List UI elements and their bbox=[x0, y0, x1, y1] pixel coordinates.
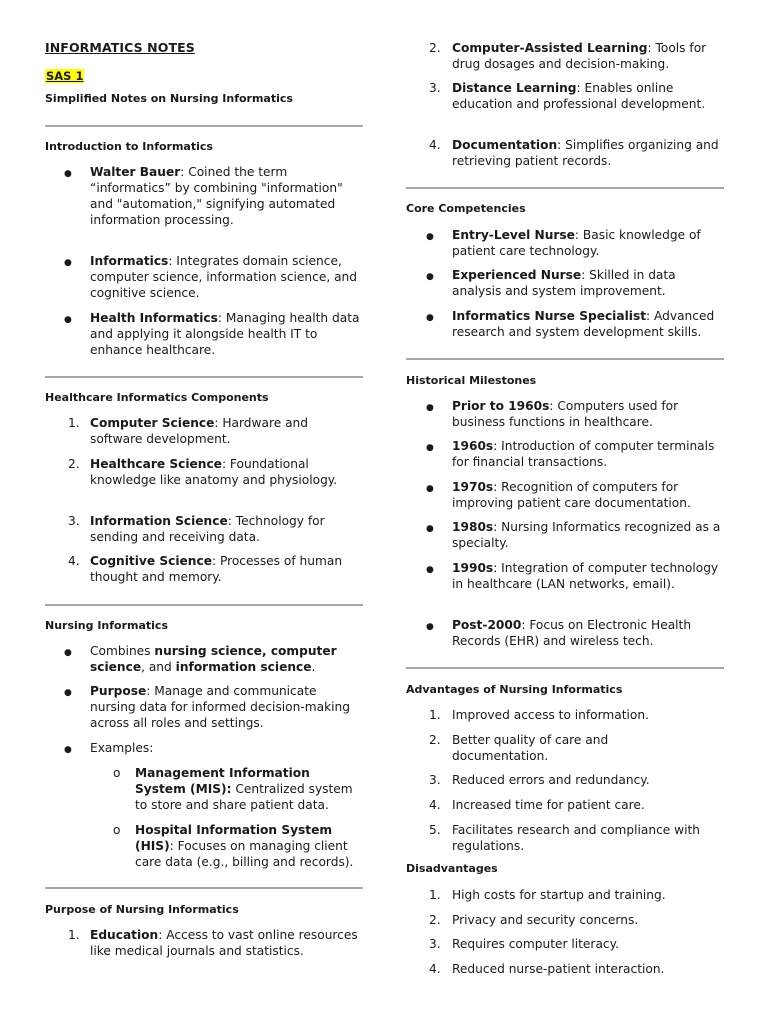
list-item-term: Informatics bbox=[90, 254, 169, 268]
bullet-icon: ● bbox=[426, 622, 434, 632]
list-item-text: : Managing health data and applying it alongside health IT to enhance healthcare. bbox=[90, 311, 360, 357]
section-heading-nursing: Nursing Informatics bbox=[45, 619, 168, 632]
list-number: 5. bbox=[429, 823, 441, 837]
list-number: 2. bbox=[68, 457, 80, 471]
list-item-term: Computer Science bbox=[90, 416, 215, 430]
list-item-text: : Technology for sending and receiving data. bbox=[90, 514, 325, 544]
section-divider bbox=[45, 376, 363, 378]
list-number: 4. bbox=[429, 138, 441, 152]
bullet-icon: ● bbox=[426, 272, 434, 282]
section-heading-introduction: Introduction to Informatics bbox=[45, 140, 213, 153]
bullet-icon: ● bbox=[64, 258, 72, 268]
list-item-term: Entry-Level Nurse bbox=[452, 228, 575, 242]
section-divider bbox=[406, 667, 724, 669]
list-item-text: : Hardware and software development. bbox=[90, 416, 309, 446]
sub-list-item bbox=[135, 822, 363, 870]
section-divider bbox=[45, 125, 363, 127]
list-item bbox=[452, 137, 724, 169]
list-item bbox=[452, 308, 724, 340]
bullet-icon: ● bbox=[426, 232, 434, 242]
list-number: 1. bbox=[429, 888, 441, 902]
list-item-term: Walter Bauer bbox=[90, 165, 181, 179]
section-heading-disadvantages: Disadvantages bbox=[406, 862, 498, 875]
list-item-term: 1980s bbox=[452, 520, 494, 534]
list-item-text: : Coined the term “informatics” by combining "information" and "automation," signifying automated information processing. bbox=[90, 165, 343, 227]
bullet-icon: ● bbox=[426, 484, 434, 494]
bullet-icon: ● bbox=[64, 745, 72, 755]
list-item bbox=[452, 227, 724, 259]
section-heading-milestones: Historical Milestones bbox=[406, 374, 537, 387]
list-item-term: Health Informatics bbox=[90, 311, 218, 325]
section-divider bbox=[406, 187, 724, 189]
section-heading-advantages: Advantages of Nursing Informatics bbox=[406, 683, 623, 696]
list-number: 3. bbox=[429, 81, 441, 95]
list-item-term: Computer-Assisted Learning bbox=[452, 41, 648, 55]
bullet-icon: ● bbox=[64, 648, 72, 658]
list-number: 3. bbox=[68, 514, 80, 528]
list-item-text: : Computers used for business functions in healthcare. bbox=[452, 399, 679, 429]
list-number: 1. bbox=[68, 416, 80, 430]
list-item bbox=[90, 310, 360, 358]
section-heading-competencies: Core Competencies bbox=[406, 202, 526, 215]
list-number: 3. bbox=[429, 937, 441, 951]
list-item-term: Purpose bbox=[90, 684, 147, 698]
bullet-icon: ● bbox=[426, 524, 434, 534]
list-item-term: Hospital Information System (HIS) bbox=[135, 823, 333, 853]
list-item bbox=[90, 164, 360, 228]
list-item: Requires computer literacy. bbox=[452, 937, 619, 951]
bullet-icon: ● bbox=[64, 315, 72, 325]
list-item bbox=[452, 80, 724, 112]
list-item-term: 1960s bbox=[452, 439, 494, 453]
list-item-term: Cognitive Science bbox=[90, 554, 212, 568]
section-divider bbox=[45, 887, 363, 889]
list-item: Reduced nurse-patient interaction. bbox=[452, 962, 665, 976]
list-item bbox=[90, 456, 360, 488]
list-item-text: : Manage and communicate nursing data for informed decision-making across all roles and settings. bbox=[90, 684, 351, 730]
list-item-text: : Focus on Electronic Health Records (EHR) and wireless tech. bbox=[452, 618, 692, 648]
list-item: Examples: bbox=[90, 741, 154, 755]
list-item-text: : Processes of human thought and memory. bbox=[90, 554, 343, 584]
list-item bbox=[452, 438, 724, 470]
section-divider bbox=[406, 358, 724, 360]
list-item-text: : Integrates domain science, computer science, information science, and cognitive science. bbox=[90, 254, 358, 300]
list-item-term: Distance Learning bbox=[452, 81, 577, 95]
document-subtitle: Simplified Notes on Nursing Informatics bbox=[45, 92, 293, 105]
list-item-term: Healthcare Science bbox=[90, 457, 222, 471]
list-item bbox=[452, 267, 724, 299]
list-item-text: : Basic knowledge of patient care technology. bbox=[452, 228, 701, 258]
sas-tag-label: SAS 1 bbox=[46, 69, 84, 83]
list-item bbox=[452, 398, 724, 430]
list-number: 1. bbox=[429, 708, 441, 722]
list-item-term: information science bbox=[175, 660, 312, 674]
list-item-text: , and bbox=[141, 660, 176, 674]
list-item bbox=[90, 927, 360, 959]
list-number: 3. bbox=[429, 773, 441, 787]
sub-bullet-icon: o bbox=[113, 823, 121, 837]
list-item-text: : Simplifies organizing and retrieving patient records. bbox=[452, 138, 719, 168]
list-item bbox=[90, 683, 360, 731]
list-item-text: : Foundational knowledge like anatomy and physiology. bbox=[90, 457, 338, 487]
list-item-text: : Introduction of computer terminals for financial transactions. bbox=[452, 439, 715, 469]
document-title: INFORMATICS NOTES bbox=[45, 40, 195, 55]
list-item-term: Post-2000 bbox=[452, 618, 522, 632]
bullet-icon: ● bbox=[426, 443, 434, 453]
section-divider bbox=[45, 604, 363, 606]
list-number: 2. bbox=[429, 41, 441, 55]
list-number: 2. bbox=[429, 913, 441, 927]
list-item-text: : Focuses on managing client care data (e.g., billing and records). bbox=[135, 839, 354, 869]
list-item-text: : Nursing Informatics recognized as a specialty. bbox=[452, 520, 721, 550]
list-item bbox=[452, 560, 724, 592]
list-item-term: Information Science bbox=[90, 514, 228, 528]
list-item: High costs for startup and training. bbox=[452, 888, 666, 902]
list-item-text: : Access to vast online resources like medical journals and statistics. bbox=[90, 928, 358, 958]
list-item-text: : Recognition of computers for improving patient care documentation. bbox=[452, 480, 691, 510]
list-item-term: 1970s bbox=[452, 480, 494, 494]
list-item-text: Combines bbox=[90, 644, 155, 658]
list-item-term: Management Information System (MIS): bbox=[135, 766, 310, 796]
list-item-text: : Enables online education and professional development. bbox=[452, 81, 706, 111]
list-item-term: Education bbox=[90, 928, 159, 942]
list-number: 4. bbox=[429, 962, 441, 976]
list-item-text: : Tools for drug dosages and decision-making. bbox=[452, 41, 707, 71]
list-item bbox=[452, 519, 724, 551]
list-item bbox=[90, 253, 360, 301]
list-item-term: Documentation bbox=[452, 138, 558, 152]
list-item bbox=[90, 513, 360, 545]
list-item bbox=[90, 553, 360, 585]
list-item-term: 1990s bbox=[452, 561, 494, 575]
bullet-icon: ● bbox=[64, 688, 72, 698]
list-item: Privacy and security concerns. bbox=[452, 913, 639, 927]
bullet-icon: ● bbox=[426, 313, 434, 323]
list-item bbox=[90, 415, 360, 447]
list-item-text: Centralized system to store and share patient data. bbox=[135, 782, 353, 812]
list-item-term: Experienced Nurse bbox=[452, 268, 582, 282]
sub-bullet-icon: o bbox=[113, 766, 121, 780]
list-item-term: Prior to 1960s bbox=[452, 399, 550, 413]
list-item bbox=[452, 40, 724, 72]
list-number: 4. bbox=[68, 554, 80, 568]
list-item bbox=[90, 643, 360, 675]
sub-list-item bbox=[135, 765, 363, 813]
list-item-term: nursing science, computer science bbox=[90, 644, 337, 674]
sas-tag bbox=[45, 65, 84, 84]
list-item bbox=[452, 479, 724, 511]
list-item: Reduced errors and redundancy. bbox=[452, 773, 650, 787]
list-item-text: : Skilled in data analysis and system improvement. bbox=[452, 268, 676, 298]
bullet-icon: ● bbox=[426, 565, 434, 575]
list-item bbox=[452, 617, 724, 649]
list-item: Better quality of care and documentation. bbox=[452, 733, 609, 763]
list-item: Facilitates research and compliance with regulations. bbox=[452, 823, 701, 853]
list-item: Increased time for patient care. bbox=[452, 798, 645, 812]
section-heading-purpose: Purpose of Nursing Informatics bbox=[45, 903, 239, 916]
list-item: Improved access to information. bbox=[452, 708, 649, 722]
bullet-icon: ● bbox=[426, 403, 434, 413]
list-number: 4. bbox=[429, 798, 441, 812]
bullet-icon: ● bbox=[64, 169, 72, 179]
list-item-text: . bbox=[311, 660, 316, 674]
list-item-text: : Integration of computer technology in healthcare (LAN networks, email). bbox=[452, 561, 719, 591]
section-heading-components: Healthcare Informatics Components bbox=[45, 391, 269, 404]
list-number: 1. bbox=[68, 928, 80, 942]
list-item-term: Informatics Nurse Specialist bbox=[452, 309, 647, 323]
list-number: 2. bbox=[429, 733, 441, 747]
list-item-text: : Advanced research and system development skills. bbox=[452, 309, 715, 339]
